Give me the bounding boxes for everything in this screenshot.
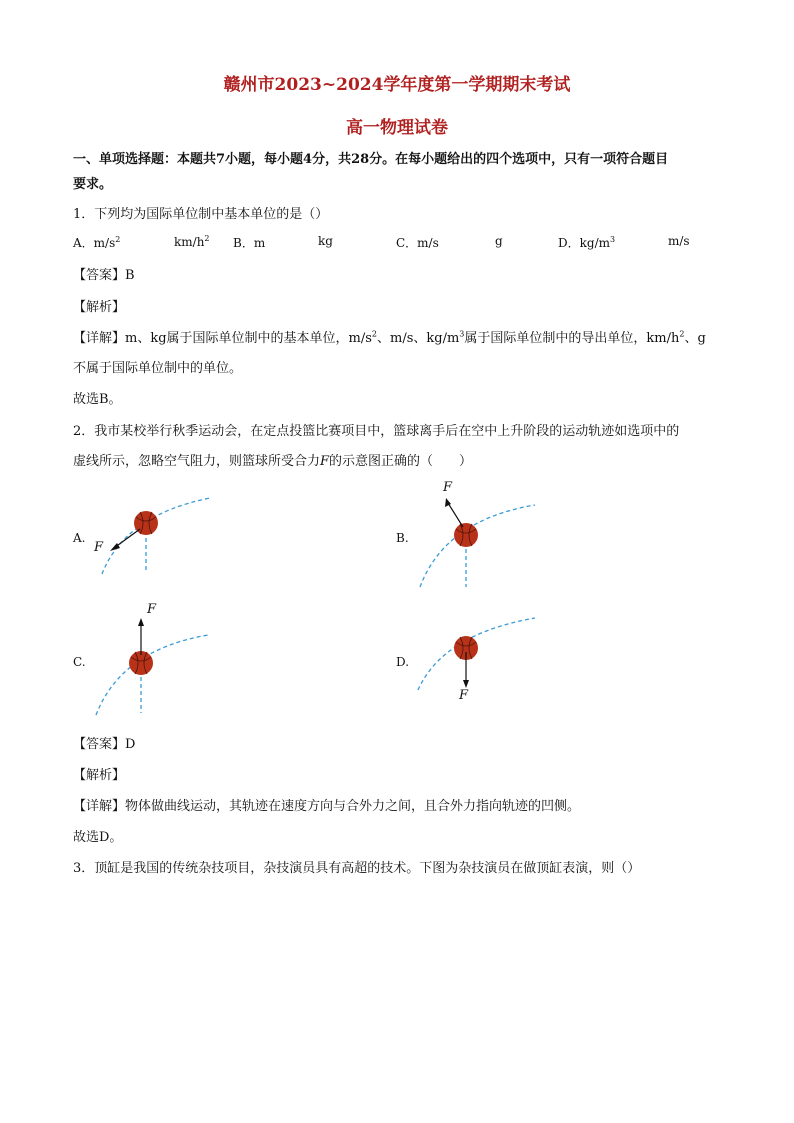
q2-option-b-label: B.: [396, 531, 409, 545]
q2-option-b-diagram: [410, 495, 540, 590]
q1-answer: 【答案】B: [73, 268, 135, 283]
q1-option-b-unit2: kg: [318, 234, 333, 248]
q2-stem-line2: 虚线所示，忽略空气阻力，则篮球所受合力F的示意图正确的（ ）: [73, 454, 473, 469]
q1-analysis-label: 【解析】: [73, 300, 126, 315]
exam-title: 赣州市2023~2024学年度第一学期期末考试: [223, 75, 571, 95]
force-arrowhead: [463, 680, 469, 688]
section-heading-line2: 要求。: [73, 177, 113, 192]
q1-option-d-unit2: m/s: [668, 234, 690, 248]
q2-option-c-label: C.: [73, 655, 86, 669]
q2-answer: 【答案】D: [73, 737, 136, 752]
q1-option-a: A．$m/s^2$: [73, 235, 121, 250]
q1-option-d: D．$kg/m^3$: [558, 235, 616, 250]
q1-detail-line1: 【详解】m、kg属于国际单位制中的基本单位，$m/s^2$、m/s、$kg/m^3$属于国际单位制中的导出单位，$km/h^2$、g: [73, 329, 706, 346]
q1-detail-line2: 不属于国际单位制中的单位。: [73, 361, 243, 376]
q1-option-c: C．m/s: [396, 236, 439, 250]
q1-stem: 1．下列均为国际单位制中基本单位的是（）: [73, 207, 329, 222]
exam-subtitle: 高一物理试卷: [346, 118, 448, 138]
q1-option-a-unit2: $km/h^2$: [174, 234, 210, 249]
q2-option-b-force-label: F: [443, 480, 453, 495]
q2-option-c-diagram: [88, 615, 218, 717]
trajectory-curve: [418, 618, 535, 690]
q2-option-a-label: A.: [73, 531, 86, 545]
q2-option-a-diagram: [90, 490, 220, 580]
trajectory-curve: [102, 498, 210, 574]
q2-option-a-force-label: F: [94, 540, 104, 555]
q2-option-d-label: D.: [396, 655, 410, 669]
q2-option-c-force-label: F: [147, 602, 157, 617]
section-heading-line1: 一、单项选择题：本题共7小题，每小题4分，共28分。在每小题给出的四个选项中，只有一项符合题目: [73, 152, 669, 167]
q2-option-d-force-label: F: [459, 688, 469, 703]
q3-stem: 3．顶缸是我国的传统杂技项目，杂技演员具有高超的技术。下图为杂技演员在做顶缸表演，则（）: [73, 861, 641, 876]
q1-option-c-unit2: g: [495, 234, 503, 248]
q1-option-b: B．m: [233, 236, 266, 250]
q2-analysis-label: 【解析】: [73, 768, 126, 783]
trajectory-curve: [420, 505, 535, 587]
q2-conclusion: 故选D。: [73, 830, 123, 845]
force-arrow: [448, 503, 463, 527]
force-arrowhead: [138, 618, 144, 626]
q2-option-d-diagram: [410, 612, 540, 692]
q1-conclusion: 故选B。: [73, 392, 122, 407]
basketball-icon: [454, 523, 478, 547]
q2-stem-line1: 2．我市某校举行秋季运动会，在定点投篮比赛项目中，篮球离手后在空中上升阶段的运动轨迹如选项中的: [73, 424, 680, 439]
trajectory-curve: [96, 635, 208, 715]
q2-detail: 【详解】物体做曲线运动，其轨迹在速度方向与合外力之间，且合外力指向轨迹的凹侧。: [73, 799, 581, 814]
